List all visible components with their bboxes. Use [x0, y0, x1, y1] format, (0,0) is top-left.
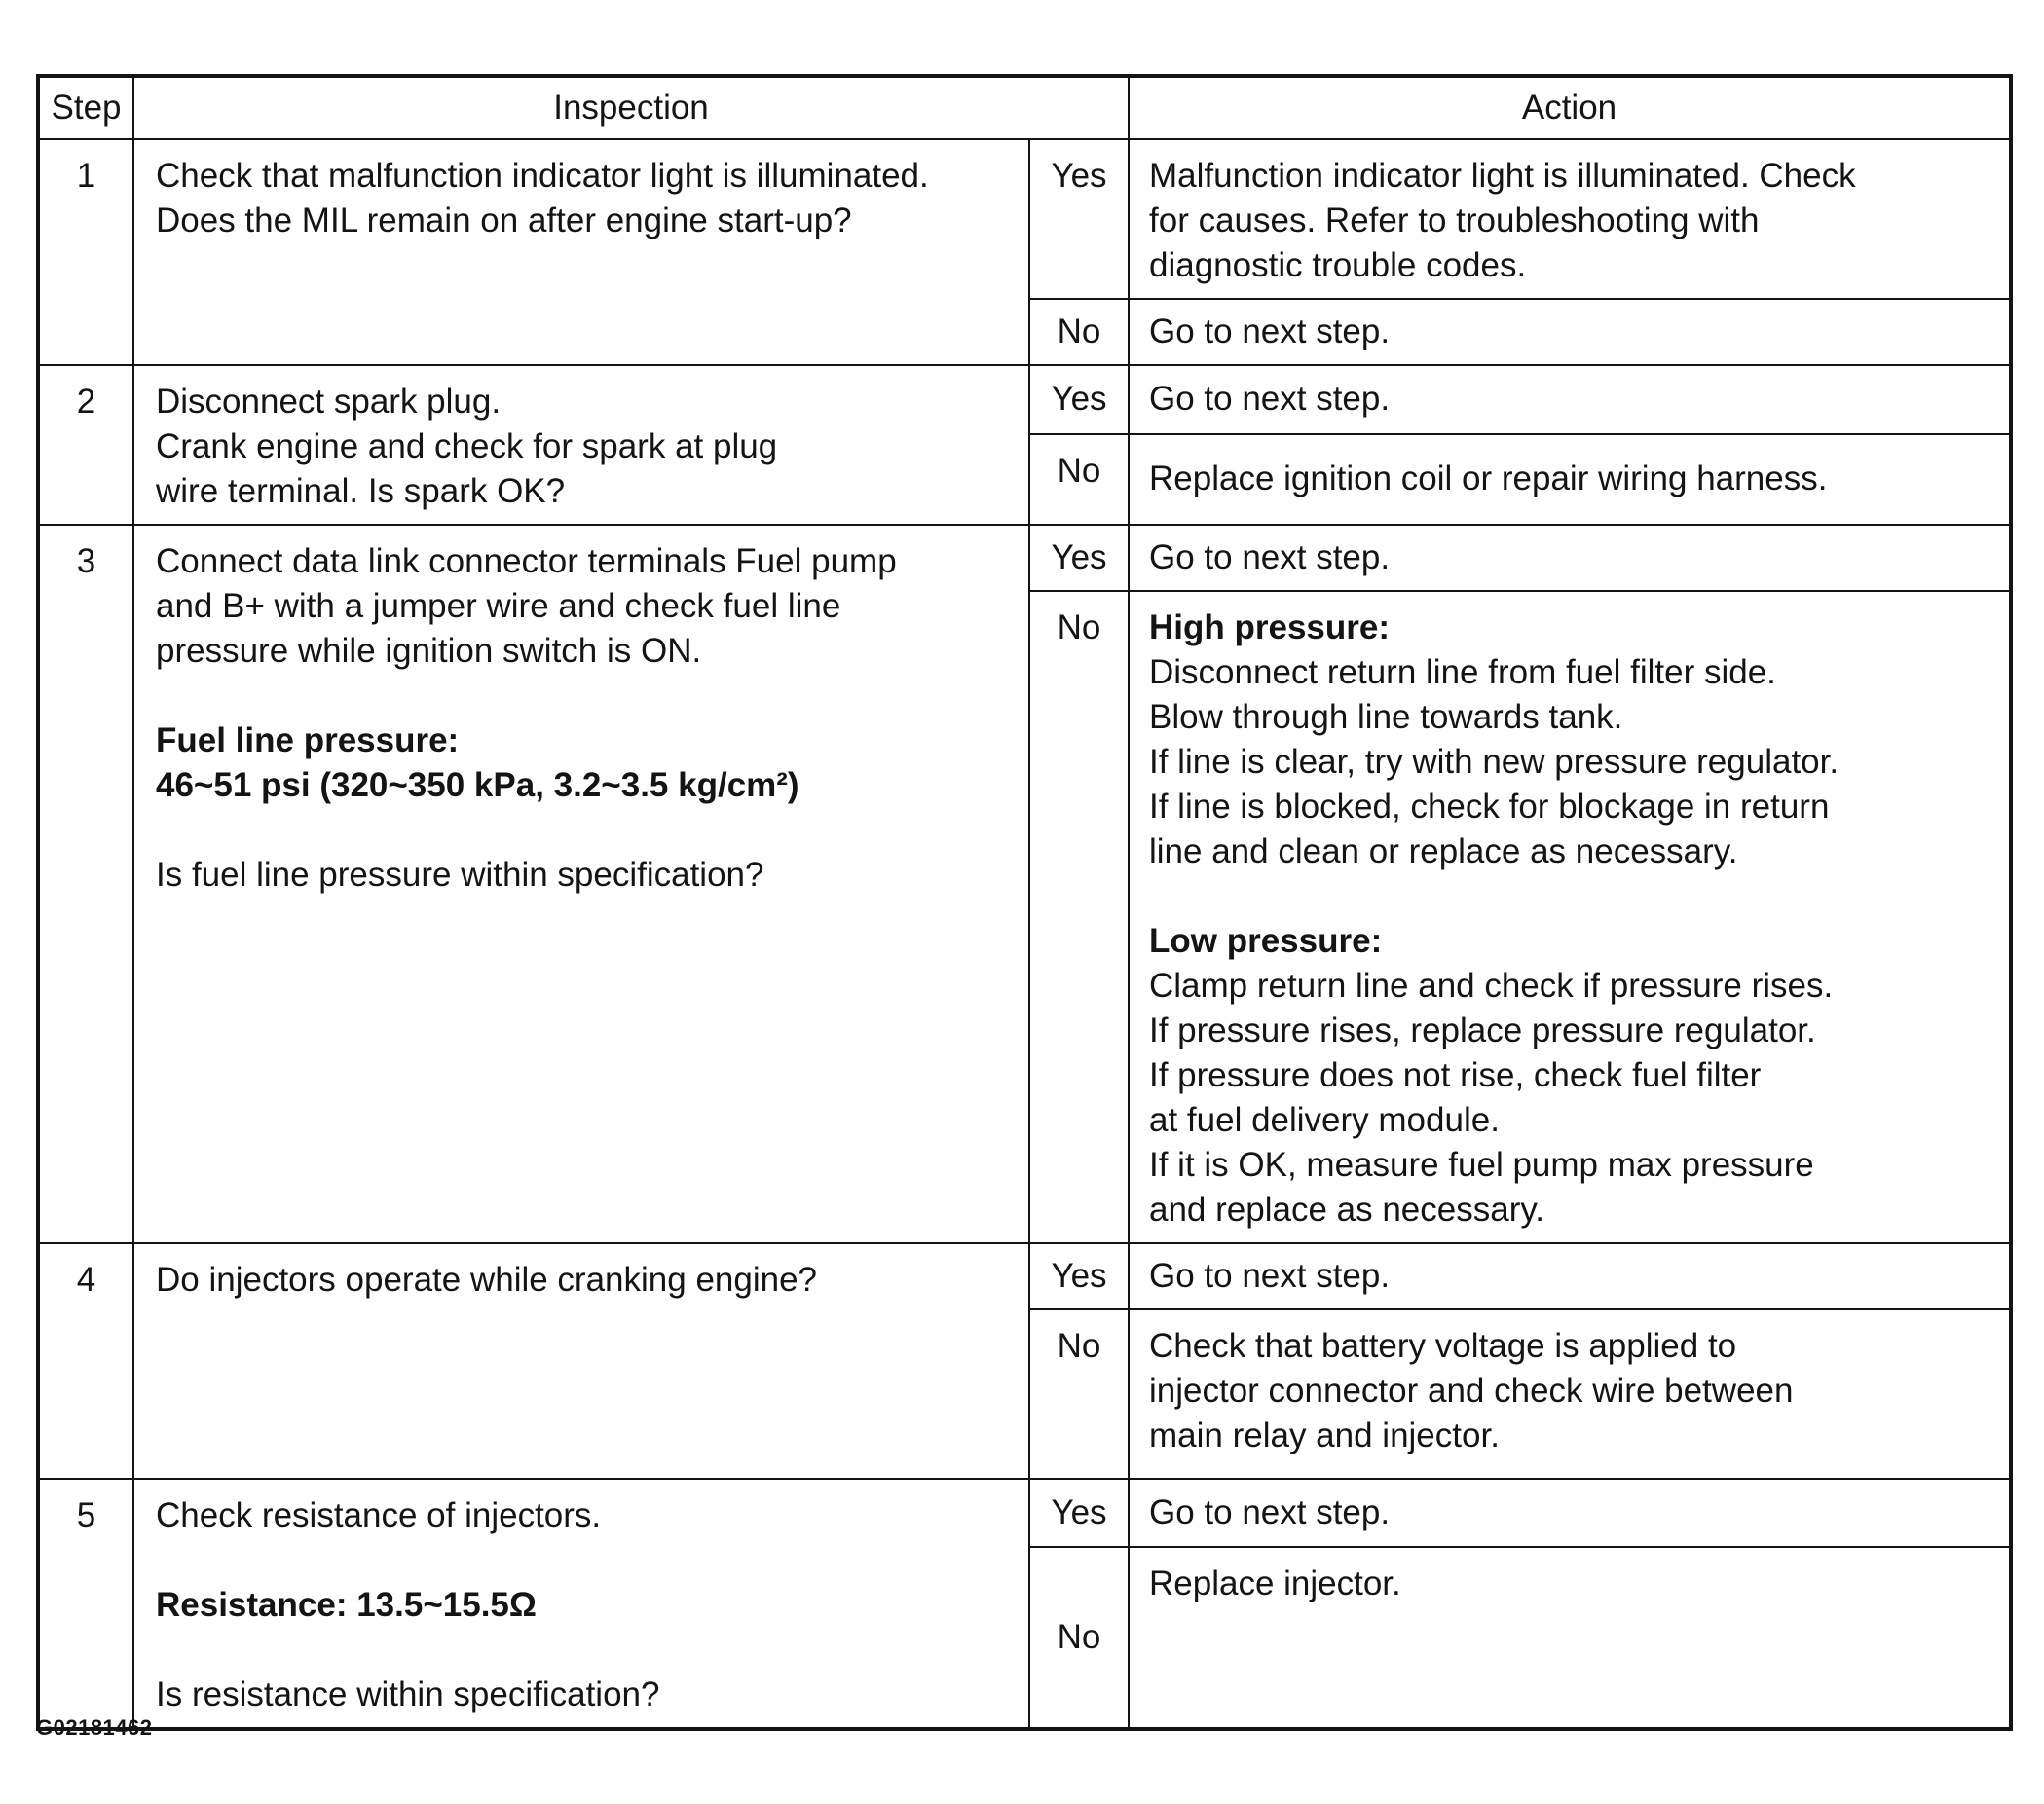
step-number: 4	[38, 1243, 133, 1479]
action-line: Disconnect return line from fuel filter side.	[1149, 653, 1776, 691]
inspection-line: Connect data link connector terminals Fuel pump	[156, 542, 897, 580]
step-number: 5	[38, 1479, 133, 1729]
header-inspection: Inspection	[133, 76, 1129, 139]
yes-label: Yes	[1029, 365, 1129, 434]
action-line: Go to next step.	[1149, 538, 1391, 576]
diagnostic-table	[36, 74, 2013, 1731]
yes-action	[1129, 525, 2011, 591]
inspection-line: wire terminal. Is spark OK?	[156, 472, 566, 510]
action-line: Go to next step.	[1149, 1257, 1391, 1295]
low-pressure-title: Low pressure:	[1149, 922, 1383, 960]
inspection-line: Disconnect spark plug.	[156, 383, 502, 421]
action-line: line and clean or replace as necessary.	[1149, 832, 1738, 870]
inspection-line: Does the MIL remain on after engine start-up?	[156, 202, 852, 239]
action-line: If line is blocked, check for blockage in return	[1149, 788, 1830, 826]
action-line: Malfunction indicator light is illuminated. Check	[1149, 157, 1856, 195]
step-inspection	[133, 1479, 1029, 1729]
action-line: Clamp return line and check if pressure rises.	[1149, 967, 1834, 1005]
step-inspection	[133, 525, 1029, 1243]
inspection-line: Check resistance of injectors.	[156, 1496, 602, 1534]
action-line: If line is clear, try with new pressure regulator.	[1149, 743, 1840, 781]
no-label: No	[1029, 1309, 1129, 1479]
action-line: Go to next step.	[1149, 380, 1391, 419]
no-label: No	[1029, 434, 1129, 525]
yes-label: Yes	[1029, 1479, 1129, 1547]
step-inspection	[133, 365, 1029, 525]
action-line: injector connector and check wire between	[1149, 1372, 1794, 1410]
yes-action	[1129, 1243, 2011, 1309]
action-line: If it is OK, measure fuel pump max pressure	[1149, 1146, 1814, 1184]
action-line: Go to next step.	[1149, 313, 1391, 350]
table-row	[38, 139, 2011, 299]
diagnostic-table-container	[36, 74, 2009, 1731]
inspection-line: Check that malfunction indicator light is illuminated.	[156, 157, 929, 195]
yes-label: Yes	[1029, 1243, 1129, 1309]
no-label: No	[1029, 591, 1129, 1243]
action-line: diagnostic trouble codes.	[1149, 246, 1527, 284]
spec-value: 46~51 psi (320~350 kPa, 3.2~3.5 kg/cm²)	[156, 766, 799, 804]
inspection-line: and B+ with a jumper wire and check fuel line	[156, 587, 841, 625]
no-action	[1129, 591, 2011, 1243]
inspection-question: Is resistance within specification?	[156, 1675, 660, 1713]
step-number: 2	[38, 365, 133, 525]
action-line: Blow through line towards tank.	[1149, 698, 1623, 736]
header-row	[38, 76, 2011, 139]
yes-label: Yes	[1029, 525, 1129, 591]
yes-label: Yes	[1029, 139, 1129, 299]
action-line: Replace ignition coil or repair wiring harness.	[1149, 460, 1828, 498]
inspection-line: pressure while ignition switch is ON.	[156, 632, 702, 670]
step-number: 3	[38, 525, 133, 1243]
yes-action	[1129, 365, 2011, 434]
spacer	[156, 1538, 1009, 1583]
high-pressure-title: High pressure:	[1149, 608, 1390, 646]
action-line: Check that battery voltage is applied to	[1149, 1327, 1737, 1365]
figure-id-caption: G02181462	[36, 1715, 153, 1740]
action-line: main relay and injector.	[1149, 1417, 1500, 1454]
no-action	[1129, 299, 2011, 365]
header-step: Step	[38, 76, 133, 139]
no-action	[1129, 1547, 2011, 1729]
no-action	[1129, 434, 2011, 525]
no-label: No	[1029, 1547, 1129, 1729]
action-line: Replace injector.	[1149, 1564, 1401, 1602]
spec-line: Resistance: 13.5~15.5Ω	[156, 1586, 537, 1624]
action-line: for causes. Refer to troubleshooting with	[1149, 202, 1760, 239]
table-row	[38, 365, 2011, 434]
table-row	[38, 1243, 2011, 1309]
step-inspection	[133, 139, 1029, 365]
spacer	[156, 1628, 1009, 1673]
inspection-question: Is fuel line pressure within specification?	[156, 856, 764, 894]
spacer	[156, 674, 1009, 718]
no-label: No	[1029, 299, 1129, 365]
no-action	[1129, 1309, 2011, 1479]
table-row	[38, 1479, 2011, 1547]
action-line: at fuel delivery module.	[1149, 1101, 1500, 1139]
table-row	[38, 525, 2011, 591]
action-line: Go to next step.	[1149, 1492, 1391, 1531]
inspection-line: Do injectors operate while cranking engine?	[156, 1261, 818, 1299]
action-line: If pressure does not rise, check fuel filter	[1149, 1056, 1762, 1094]
spacer	[156, 808, 1009, 853]
step-number: 1	[38, 139, 133, 365]
action-line: and replace as necessary.	[1149, 1191, 1544, 1229]
spec-title: Fuel line pressure:	[156, 721, 460, 759]
action-line: If pressure rises, replace pressure regulator.	[1149, 1012, 1816, 1049]
spacer	[1149, 874, 1993, 919]
yes-action	[1129, 139, 2011, 299]
inspection-line: Crank engine and check for spark at plug	[156, 427, 778, 465]
header-action: Action	[1129, 76, 2011, 139]
step-inspection	[133, 1243, 1029, 1479]
yes-action	[1129, 1479, 2011, 1547]
